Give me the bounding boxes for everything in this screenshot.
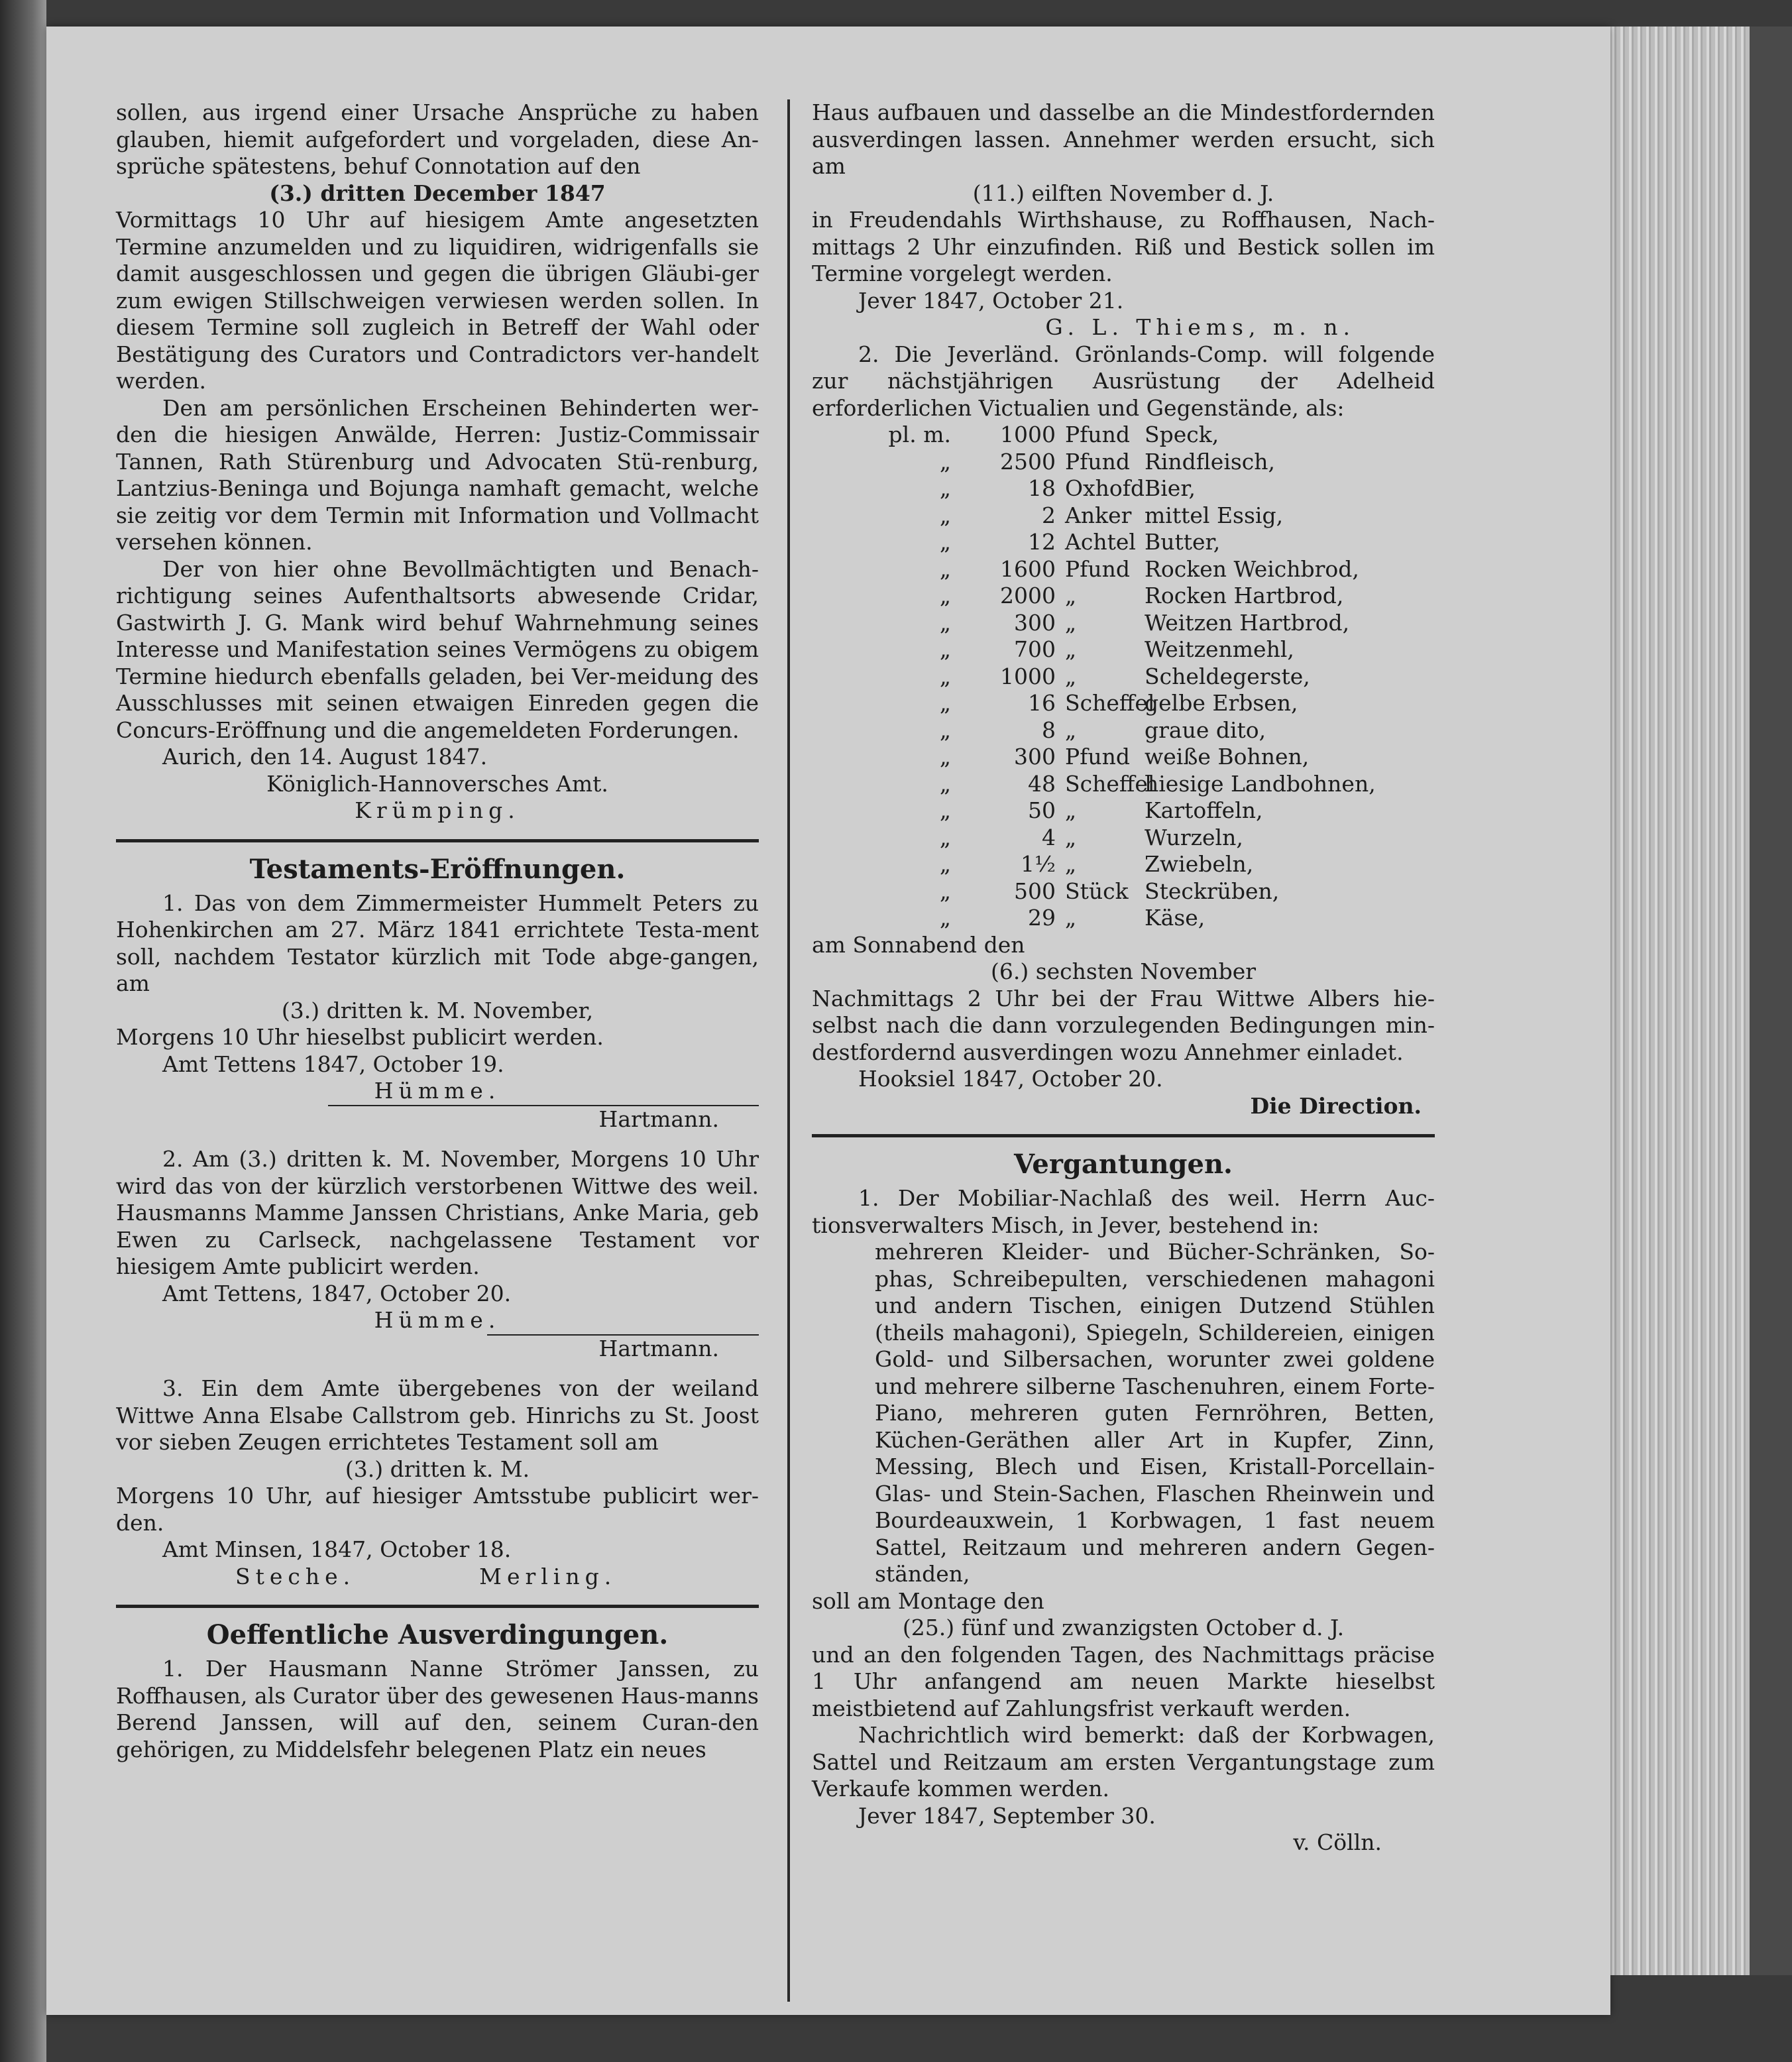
- ausverdingung-1-rest: in Freudendahls Wirthshause, zu Roffhausen, Nach-mittags 2 Uhr einzufinden. Riß und Bestick sollen im Termine vorgelegt werden.: [812, 207, 1435, 286]
- ausverdingung-2-date: (6.) sechsten November: [990, 958, 1257, 984]
- victual-qty: 18: [1028, 475, 1056, 501]
- victual-row: [812, 717, 1435, 744]
- victual-qty: 1000: [1000, 422, 1056, 447]
- victual-qty: 2: [1042, 502, 1056, 528]
- victual-row: [812, 449, 1435, 476]
- left-column: [116, 99, 759, 1763]
- victual-row: [812, 744, 1435, 771]
- section-rule: [116, 839, 759, 842]
- vergantung-1-items: mehreren Kleider- und Bücher-Schränken, So-phas, Schreibepulten, verschiedenen mahagoni und andern Tischen, einigen Dutzend Stühlen (theils mahagoni), Spiegeln, Schildereien, einigen Gold- und Silbersachen, worunter zwei goldene und mehrere silberne Taschenuhren, einem Forte-Piano, mehreren guten Fernröhren, Betten, Küchen-Geräthen aller Art in Kupfer, Zinn, Messing, Blech und Eisen, Kristall-Porcellain-Glas- und Stein-Sachen, Flaschen Rheinwein und Bourdeauxwein, 1 Korbwagen, 1 fast neuem Sattel, Reitzaum und mehreren andern Gegen-ständen,: [875, 1239, 1435, 1587]
- victual-unit: Achtel: [1065, 529, 1136, 555]
- victual-row: [812, 583, 1435, 610]
- victual-qty: 50: [1028, 797, 1056, 823]
- victual-item: mittel Essig,: [1145, 502, 1284, 528]
- victual-unit: Oxhofd: [1065, 475, 1145, 501]
- testament-1-sig2: Hartmann.: [328, 1105, 759, 1133]
- victual-qty: 8: [1042, 716, 1056, 743]
- section-rule: [812, 1134, 1435, 1137]
- victual-item: graue dito,: [1145, 716, 1266, 743]
- victual-item: Scheldegerste,: [1145, 663, 1310, 689]
- ausverdingung-1-text: 1. Der Hausmann Nanne Strömer Janssen, zu Roffhausen, als Curator über des gewesenen Haus-manns Berend Janssen, will auf den, seinem Curan-den gehörigen, zu Middelsfehr belegenen Platz ein neues: [116, 1656, 759, 1762]
- victual-item: Zwiebeln,: [1145, 851, 1254, 877]
- testament-3-signatures: [116, 1564, 759, 1591]
- book-cover-edge: [1750, 27, 1792, 1975]
- victual-item: Bier,: [1145, 475, 1196, 501]
- victual-pre: „: [939, 744, 951, 770]
- testament-1-text: 1. Das von dem Zimmermeister Hummelt Peters zu Hohenkirchen am 27. März 1841 errichtete Testa-ment soll, nachdem Testator kürzlich mit Tode abge-gangen, am: [116, 889, 759, 996]
- victual-row: [812, 878, 1435, 905]
- victual-pre: „: [939, 583, 951, 608]
- testament-1-rest: Morgens 10 Uhr hieselbst publicirt werden.: [116, 1024, 604, 1050]
- victual-row: [812, 422, 1435, 449]
- victual-item: Käse,: [1145, 905, 1205, 931]
- vergantung-1-rest: und an den folgenden Tagen, des Nachmittags präcise 1 Uhr anfangend am neuen Markte hieselbst meistbietend auf Zahlungsfrist verkauft werden.: [812, 1641, 1435, 1721]
- victual-qty: 2500: [1000, 448, 1056, 475]
- victual-qty: 29: [1028, 905, 1056, 931]
- victual-item: Wurzeln,: [1145, 824, 1243, 850]
- testament-3-place: Amt Minsen, 1847, October 18.: [162, 1536, 512, 1562]
- section-rule: [116, 1605, 759, 1608]
- victual-unit: Pfund: [1065, 422, 1131, 447]
- victual-item: gelbe Erbsen,: [1145, 690, 1298, 716]
- victual-row: [812, 663, 1435, 691]
- victual-qty: 48: [1028, 770, 1056, 797]
- victual-unit: „: [1065, 797, 1077, 823]
- deadline-date: (3.) dritten December 1847: [269, 180, 606, 206]
- victual-row: [812, 529, 1435, 556]
- right-column: [812, 99, 1435, 1857]
- victual-row: [812, 610, 1435, 637]
- victual-unit: Pfund: [1065, 448, 1131, 475]
- victual-row: [812, 797, 1435, 825]
- victual-pre: „: [939, 502, 951, 528]
- ausverdingung-2-rest: Nachmittags 2 Uhr bei der Frau Wittwe Albers hie-selbst nach die dann vorzulegenden Bedingungen min-destfordernd ausverdingen wozu Annehmer einladet.: [812, 985, 1435, 1065]
- victual-pre: „: [939, 690, 951, 716]
- victual-qty: 300: [1014, 609, 1056, 636]
- victual-item: Weitzen Hartbrod,: [1145, 609, 1350, 636]
- testament-3-sig1: Steche.: [235, 1563, 356, 1589]
- ausverdingung-2-text: 2. Die Jeverländ. Grönlands-Comp. will folgende zur nächstjährigen Ausrüstung der Adelheid erforderlichen Victualien und Gegenstände, als:: [812, 341, 1435, 421]
- victual-item: Rindfleisch,: [1145, 448, 1276, 475]
- lawyers-paragraph: Den am persönlichen Erscheinen Behinderten wer-den die hiesigen Anwälde, Herren: Justiz-Commissair Tannen, Rath Stürenburg und Advocaten Stü-renburg, Lantzius-Beninga und Bojunga namhaft gemacht, welche sie zeitig vor dem Termin mit Information und Vollmacht versehen können.: [116, 394, 759, 555]
- victual-unit: „: [1065, 583, 1077, 608]
- victual-pre: „: [939, 716, 951, 743]
- victual-row: [812, 690, 1435, 717]
- vergantung-1-text: 1. Der Mobiliar-Nachlaß des weil. Herrn Auc-tionsverwalters Misch, in Jever, bestehend in:: [812, 1185, 1435, 1238]
- victual-qty: 12: [1028, 529, 1056, 555]
- intro-rest: Vormittags 10 Uhr auf hiesigem Amte angesetzten Termine anzumelden und zu liquidiren, widrigenfalls sie damit ausgeschlossen und gegen die übrigen Gläubi-ger zum ewigen Stillschweigen verwiesen werden sollen. In diesem Termine soll zugleich in Betreff der Wahl oder Bestätigung des Curators und Contradictors ver-handelt werden.: [116, 207, 759, 394]
- victual-row: [812, 905, 1435, 932]
- victual-pre: „: [939, 609, 951, 636]
- victual-item: Speck,: [1145, 422, 1219, 447]
- testament-2-place: Amt Tettens, 1847, October 20.: [162, 1280, 512, 1306]
- intro-text: sollen, aus irgend einer Ursache Ansprüche zu haben glauben, hiemit aufgefordert und vorgeladen, diese An-sprüche spätestens, behuf Connotation auf den: [116, 99, 759, 179]
- testament-3-sig2: Merling.: [479, 1563, 617, 1589]
- victual-pre: „: [939, 797, 951, 823]
- victual-item: Weitzenmehl,: [1145, 636, 1294, 662]
- victual-pre: „: [939, 824, 951, 850]
- testament-2-sig1: Hümme.: [374, 1307, 501, 1333]
- victual-row: [812, 636, 1435, 663]
- victual-unit: Scheffel: [1065, 770, 1155, 797]
- book-spine-left: [0, 0, 46, 2062]
- testament-3-date: (3.) dritten k. M.: [345, 1456, 530, 1482]
- ausverdingung-1-date: (11.) eilften November d. J.: [972, 180, 1274, 206]
- victual-unit: „: [1065, 905, 1077, 931]
- victual-item: Butter,: [1145, 529, 1221, 555]
- victual-qty: 700: [1014, 636, 1056, 662]
- victual-item: Rocken Hartbrod,: [1145, 583, 1344, 608]
- column-divider: [787, 99, 790, 2002]
- victual-item: Steckrüben,: [1145, 878, 1280, 904]
- victual-item: hiesige Landbohnen,: [1145, 770, 1376, 797]
- ausverdingung-2-on: am Sonnabend den: [812, 931, 1025, 958]
- vergantung-1-note: Nachrichtlich wird bemerkt: daß der Korbwagen, Sattel und Reitzaum am ersten Vergantungstage zum Verkaufe kommen werden.: [812, 1722, 1435, 1802]
- section-heading-vergantungen: Vergantungen.: [1014, 1149, 1233, 1180]
- victual-row: [812, 851, 1435, 878]
- vergantung-1-date: (25.) fünf und zwanzigsten October d. J.: [902, 1615, 1345, 1640]
- victual-item: weiße Bohnen,: [1145, 744, 1310, 770]
- victual-unit: Anker: [1065, 502, 1132, 528]
- victual-qty: 16: [1028, 690, 1056, 716]
- cridar-paragraph: Der von hier ohne Bevollmächtigten und Benach-richtigung seines Aufenthaltsorts abwesende Cridar, Gastwirth J. G. Mank wird behuf Wahrnehmung seines Interesse und Manifestation seines Vermögens zu obigem Termine hiedurch ebenfalls geladen, bei Ver-meidung des Ausschlusses mit seinen etwaigen Einreden gegen die Concurs-Eröffnung und die angemeldeten Forderungen.: [116, 555, 759, 743]
- ausverdingung-1-continued: Haus aufbauen und dasselbe an die Mindestfordernden ausverdingen lassen. Annehmer werden ersucht, sich am: [812, 99, 1435, 179]
- testament-3-text: 3. Ein dem Amte übergebenes von der weiland Wittwe Anna Elsabe Callstrom geb. Hinrichs zu St. Joost vor sieben Zeugen errichtetes Testament soll am: [116, 1375, 759, 1455]
- victual-row: [812, 502, 1435, 530]
- victual-qty: 4: [1042, 824, 1056, 850]
- victual-item: Kartoffeln,: [1145, 797, 1263, 823]
- testament-2-text: 2. Am (3.) dritten k. M. November, Morgens 10 Uhr wird das von der kürzlich verstorbenen Wittwe des weil. Hausmanns Mamme Janssen Christians, Anke Maria, geb Ewen zu Carlseck, nachgelassene Testament vor hiesigem Amte publicirt werden.: [116, 1146, 759, 1279]
- vergantung-1-place: Jever 1847, September 30.: [858, 1802, 1156, 1829]
- victuals-list: [812, 422, 1435, 932]
- victual-unit: Stück: [1065, 878, 1129, 904]
- testament-1-sig1: Hümme.: [374, 1078, 501, 1104]
- testament-1-date: (3.) dritten k. M. November,: [281, 997, 594, 1023]
- vergantung-1-signature: v. Cölln.: [1293, 1829, 1382, 1855]
- victual-pre: „: [939, 851, 951, 877]
- victual-pre: „: [939, 770, 951, 797]
- victual-pre: „: [939, 555, 951, 582]
- signature: Krümping.: [355, 797, 520, 823]
- victual-unit: „: [1065, 716, 1077, 743]
- victual-unit: „: [1065, 663, 1077, 689]
- place-date: Aurich, den 14. August 1847.: [162, 744, 488, 770]
- authority-line: Königlich-Hannoversches Amt.: [266, 770, 608, 797]
- victual-pre: „: [939, 905, 951, 931]
- section-heading-testaments: Testaments-Eröffnungen.: [249, 853, 626, 885]
- testament-3-rest: Morgens 10 Uhr, auf hiesiger Amtsstube publicirt wer-den.: [116, 1483, 759, 1536]
- victual-row: [812, 556, 1435, 583]
- victual-unit: „: [1065, 851, 1077, 877]
- victual-unit: „: [1065, 824, 1077, 850]
- victual-pre: „: [939, 663, 951, 689]
- victual-qty: 500: [1014, 878, 1056, 904]
- ausverdingung-1-place: Jever 1847, October 21.: [858, 287, 1124, 314]
- victual-row: [812, 771, 1435, 798]
- victual-item: Rocken Weichbrod,: [1145, 555, 1359, 582]
- testament-1-place: Amt Tettens 1847, October 19.: [162, 1051, 504, 1077]
- victual-unit: Scheffel: [1065, 690, 1155, 716]
- victual-row: [812, 825, 1435, 852]
- victual-qty: 1600: [1000, 555, 1056, 582]
- victual-qty: 1000: [1000, 663, 1056, 689]
- ausverdingung-1-signature: G. L. Thiems, m. n.: [1045, 314, 1355, 340]
- ausverdingung-2-signature: Die Direction.: [1250, 1092, 1422, 1119]
- vergantung-1-on: soll am Montage den: [812, 1587, 1044, 1614]
- victual-pre: pl. m.: [888, 422, 951, 447]
- ausverdingung-2-place: Hooksiel 1847, October 20.: [858, 1066, 1163, 1092]
- victual-unit: „: [1065, 609, 1077, 636]
- victual-pre: „: [939, 878, 951, 904]
- victual-row: [812, 475, 1435, 502]
- victual-pre: „: [939, 636, 951, 662]
- victual-pre: „: [939, 475, 951, 501]
- victual-pre: „: [939, 529, 951, 555]
- victual-pre: „: [939, 448, 951, 475]
- victual-qty: 2000: [1000, 583, 1056, 608]
- victual-qty: 1½: [1021, 851, 1056, 877]
- victual-unit: Pfund: [1065, 744, 1131, 770]
- victual-unit: Pfund: [1065, 555, 1131, 582]
- victual-unit: „: [1065, 636, 1077, 662]
- testament-2-sig2: Hartmann.: [487, 1334, 759, 1363]
- section-heading-ausverdingungen: Oeffentliche Ausverdingungen.: [206, 1619, 669, 1650]
- victual-qty: 300: [1014, 744, 1056, 770]
